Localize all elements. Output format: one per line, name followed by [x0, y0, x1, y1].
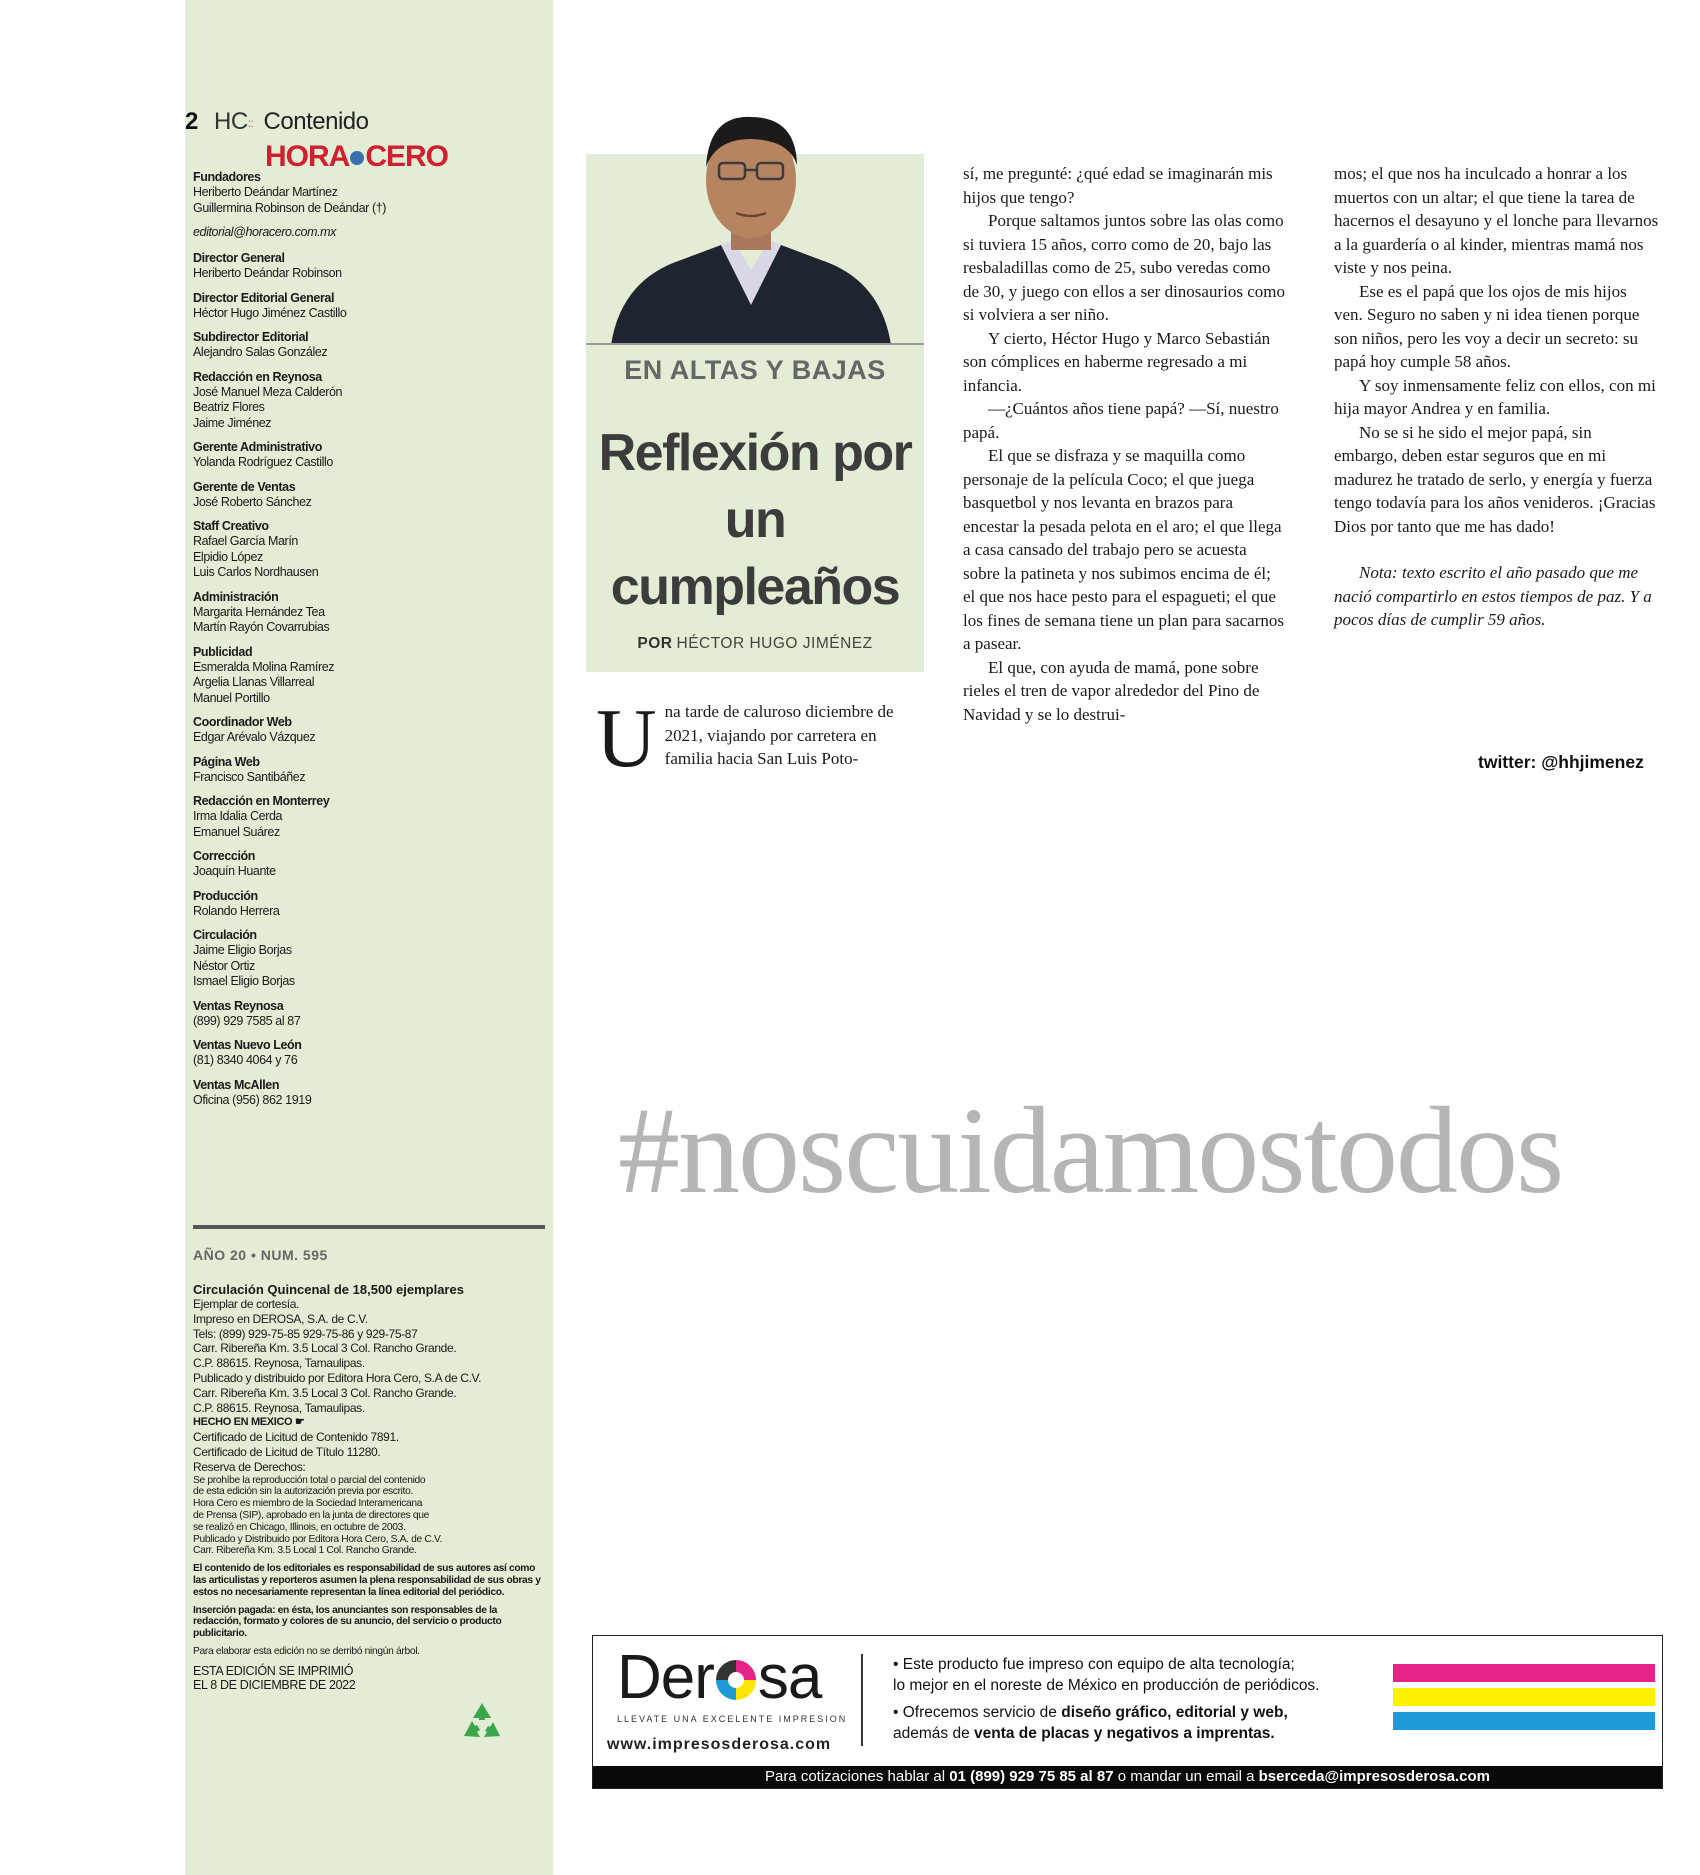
legal-text	[193, 1475, 545, 1558]
staff-name: José Manuel Meza Calderón	[193, 384, 343, 399]
staff-name: Jaime Eligio Borjas	[193, 943, 292, 957]
derosa-logo	[617, 1643, 822, 1712]
staff-name: Ismael Eligio Borjas	[193, 974, 295, 988]
ad-slogan: LLEVATE UNA EXCELENTE IMPRESION	[617, 1714, 848, 1724]
author-note: Nota: texto escrito el año pasado que me nació compartirlo en estos tiempos de paz. Y a pocos días de cumplir 59 años.	[1334, 563, 1652, 629]
staff-name: Emanuel Suárez	[193, 824, 280, 839]
staff-role: Administración	[193, 589, 279, 604]
print-date-line-1: ESTA EDICIÓN SE IMPRIMIÓ	[193, 1663, 354, 1678]
staff-name: Beatriz Flores	[193, 400, 265, 414]
legal-line: Publicado y Distribuido por Editora Hora Cero, S.A. de C.V.	[193, 1533, 443, 1545]
column-name: EN ALTAS Y BAJAS	[624, 355, 886, 385]
staff-role: Fundadores	[193, 170, 261, 184]
article-paragraph: El que, con ayuda de mamá, pone sobre rieles el tren de vapor alrededor del Pino de Navidad y se lo destrui-	[963, 657, 1260, 724]
ad-line-2a: • Ofrecemos servicio de	[893, 1704, 1062, 1721]
colophon-line: Impreso en DEROSA, S.A. de C.V.	[193, 1311, 368, 1326]
legal-line: Se prohíbe la reproducción total o parcial del contenido	[193, 1474, 426, 1486]
ad-footer	[593, 1766, 1662, 1788]
staff-group	[193, 1078, 543, 1109]
colophon-line: C.P. 88615. Reynosa, Tamaulipas.	[193, 1356, 365, 1371]
staff-group	[193, 291, 543, 322]
article-paragraph: —¿Cuántos años tiene papá? —Sí, nuestro papá.	[963, 399, 1279, 442]
staff-role: Redacción en Monterrey	[193, 794, 330, 808]
staff-group	[193, 440, 543, 471]
staff-role: Staff Creativo	[193, 519, 269, 533]
staff-role: Gerente Administrativo	[193, 440, 322, 454]
staff-role: Gerente de Ventas	[193, 479, 296, 494]
colophon-line: Publicado y distribuido por Editora Hora Cero, S.A de C.V.	[193, 1370, 482, 1385]
staff-name: Rolando Herrera	[193, 903, 280, 918]
hand-icon: ☛	[294, 1416, 305, 1429]
author-photo	[601, 95, 901, 345]
staff-group	[193, 755, 543, 786]
staff-group	[193, 330, 543, 361]
derosa-advertisement	[592, 1635, 1663, 1789]
staff-name: (81) 8340 4064 y 76	[193, 1053, 298, 1067]
twitter-handle: twitter: @hhjimenez	[1478, 752, 1644, 772]
staff-name: José Roberto Sánchez	[193, 494, 312, 509]
staff-group	[193, 170, 543, 216]
dots-icon: ::	[247, 115, 254, 130]
ad-line-1b: lo mejor en el noreste de México en producción de periódicos.	[893, 1677, 1320, 1694]
article-headline: Reflexión por un cumpleaños	[598, 424, 912, 616]
byline-label: POR	[637, 635, 673, 652]
certificates	[193, 1430, 545, 1474]
section-prefix: HC	[214, 108, 248, 135]
colophon-line: Carr. Ribereña Km. 3.5 Local 3 Col. Rancho Grande.	[193, 1341, 457, 1356]
article-column-3	[1334, 162, 1659, 632]
ad-footer-c: o mandar un email a	[1113, 1768, 1259, 1785]
staff-group	[193, 370, 543, 432]
legal-line: de Prensa (SIP), aprobado en la junta de directores que	[193, 1509, 430, 1521]
staff-group	[193, 645, 543, 707]
brand-left: Der	[617, 1643, 714, 1712]
issue-number: AÑO 20 • NUM. 595	[193, 1247, 328, 1263]
staff-group	[193, 715, 543, 746]
hecho-en-mexico	[193, 1415, 545, 1430]
drop-cap: U	[596, 692, 657, 785]
staff-role: Publicidad	[193, 644, 253, 659]
staff-role: Producción	[193, 888, 258, 903]
ad-line-1a: • Este producto fue impreso con equipo de alta tecnología;	[893, 1656, 1295, 1673]
recycle-icon	[460, 1700, 504, 1744]
staff-group	[193, 480, 543, 511]
staff-name: Esmeralda Molina Ramírez	[193, 659, 335, 674]
certificate-line: Certificado de Licitud de Contenido 7891.	[193, 1430, 399, 1445]
editorial-email[interactable]: editorial@horacero.com.mx	[193, 225, 337, 239]
staff-name: Elpidio López	[193, 549, 263, 564]
staff-role: Director Editorial General	[193, 290, 335, 305]
colophon-line: Tels: (899) 929-75-85 929-75-86 y 929-75-87	[193, 1326, 418, 1341]
staff-name: Guillermina Robinson de Deándar (†)	[193, 200, 387, 215]
article-paragraph: No se si he sido el mejor papá, sin embargo, deben estar seguros que en mi madurez he tratado de serlo, y energía y fuerza tengo todavía para los años venideros. ¡Gracias Dios por tanto que me has dado!	[1334, 422, 1656, 536]
staff-group	[193, 1038, 543, 1069]
article-paragraph: sí, me pregunté: ¿qué edad se imaginarán mis hijos que tengo?	[963, 164, 1273, 207]
lead-paragraph: na tarde de caluroso diciembre de 2021, viajando por carretera en familia hacia San Luis Poto-	[664, 702, 894, 768]
print-date	[193, 1664, 545, 1692]
brand-right: sa	[757, 1643, 822, 1712]
hecho-label: HECHO EN MEXICO	[193, 1416, 293, 1429]
staff-group	[193, 225, 543, 239]
hashtag-banner: #noscuidamostodos	[618, 1082, 1563, 1219]
staff-group	[193, 251, 543, 282]
staff-group	[193, 849, 543, 880]
staff-name: Heriberto Deándar Martínez	[193, 185, 338, 199]
globe-icon	[350, 151, 364, 165]
print-date-line-2: EL 8 DE DICIEMBRE DE 2022	[193, 1677, 356, 1692]
staff-group	[193, 590, 543, 636]
staff-name: Yolanda Rodríguez Castillo	[193, 455, 333, 469]
staff-role: Circulación	[193, 928, 257, 942]
staff-role: Subdirector Editorial	[193, 330, 309, 344]
certificate-line: Certificado de Licitud de Título 11280.	[193, 1444, 381, 1459]
logo-word-left: HORA	[265, 140, 350, 173]
colophon-line: C.P. 88615. Reynosa, Tamaulipas.	[193, 1400, 365, 1415]
staff-name: Margarita Hernández Tea	[193, 604, 325, 619]
colophon-line: Ejemplar de cortesía.	[193, 1297, 300, 1311]
staff-group	[193, 889, 543, 920]
hora-cero-logo	[265, 140, 448, 174]
ad-copy	[893, 1654, 1363, 1750]
staff-list	[193, 170, 543, 1117]
article-paragraph: Ese es el papá que los ojos de mis hijos ven. Seguro no saben y ni idea tienen porque son niños, pero les voy a decir un secreto: su papá hoy cumple 58 años.	[1334, 281, 1640, 371]
editorial-note: El contenido de los editoriales es responsabilidad de sus autores así como las articulistas y reporteros asumen la plena responsabilidad de sus obras y estos no necesariamente representan la línea editorial del periódico.	[193, 1563, 541, 1598]
colophon-line: Carr. Ribereña Km. 3.5 Local 3 Col. Rancho Grande.	[193, 1385, 457, 1400]
staff-name: Manuel Portillo	[193, 690, 270, 705]
article-lead	[596, 692, 916, 785]
staff-role: Director General	[193, 251, 285, 265]
article-paragraph: Porque saltamos juntos sobre las olas como si tuviera 15 años, corro como de 20, bajo las resbaladillas como de 25, subo veredas como de 30, y juego con ellos a ser dinosaurios como si volviera a ser niño.	[963, 211, 1285, 324]
ad-website: www.impresosderosa.com	[607, 1736, 832, 1753]
staff-role: Ventas Reynosa	[193, 998, 284, 1013]
ad-line-2c: además de	[893, 1725, 974, 1742]
logo-word-right: CERO	[365, 140, 449, 173]
staff-name: Oficina (956) 862 1919	[193, 1092, 312, 1107]
staff-role: Página Web	[193, 754, 260, 769]
staff-role: Ventas Nuevo León	[193, 1038, 302, 1052]
ad-line-1	[893, 1654, 1363, 1696]
staff-name: Luis Carlos Nordhausen	[193, 565, 319, 579]
article-paragraph: El que se disfraza y se maquilla como personaje de la película Coco; el que juega basquetbol y nos levanta en brazos para encestar la pesada pelota en el aro; el que llega a casa cansado del trabajo pero se acuesta sobre la patineta y nos subimos encima de él; el que nos hace pesto para el espagueti; el que los fines de semana tiene un plan para sacarnos a pasear.	[963, 446, 1284, 653]
staff-name: Jaime Jiménez	[193, 415, 272, 430]
cyan-bar	[1393, 1712, 1655, 1730]
paid-note: Inserción pagada: en ésta, los anunciantes son responsables de la redacción, formato y colores de su anuncio, del servicio o producto publicitario.	[193, 1604, 502, 1640]
column-3-body	[1334, 162, 1659, 538]
circulation: Circulación Quincenal de 18,500 ejemplares	[193, 1282, 464, 1297]
staff-name: Joaquín Huante	[193, 864, 276, 878]
staff-group	[193, 999, 543, 1030]
staff-group	[193, 519, 543, 581]
certificate-line: Reserva de Derechos:	[193, 1459, 306, 1474]
byline	[586, 635, 924, 653]
ad-line-2b: diseño gráfico, editorial y web,	[1061, 1704, 1288, 1721]
staff-name: Rafael García Marín	[193, 534, 298, 548]
staff-group	[193, 794, 543, 840]
staff-role: Ventas McAllen	[193, 1077, 280, 1092]
staff-name: Edgar Arévalo Vázquez	[193, 730, 316, 744]
masthead-sidebar	[185, 0, 553, 1875]
staff-name: Heriberto Deándar Robinson	[193, 266, 342, 280]
staff-name: Martín Rayón Covarrubias	[193, 620, 330, 634]
article-column-2	[963, 162, 1285, 726]
ad-footer-a: Para cotizaciones hablar al	[764, 1768, 950, 1785]
magenta-bar	[1393, 1664, 1655, 1682]
article-paragraph: Y cierto, Héctor Hugo y Marco Sebastián son cómplices en haberme regresado a mi infancia.	[963, 328, 1271, 395]
colophon	[193, 1282, 545, 1692]
column-header-rule	[586, 343, 924, 345]
colophon-lines	[193, 1297, 545, 1415]
ad-line-2	[893, 1702, 1363, 1744]
staff-role: Corrección	[193, 849, 255, 863]
staff-name: (899) 929 7585 al 87	[193, 1013, 301, 1028]
staff-role: Coordinador Web	[193, 715, 292, 729]
ad-footer-email: bserceda@impresosderosa.com	[1258, 1768, 1491, 1785]
article-paragraph: mos; el que nos ha inculcado a honrar a los muertos con un altar; el que tiene la tarea de hacernos el desayuno y el lonche para llevarnos a la guardería o al kinder, mientras mamá nos viste y nos peina.	[1334, 164, 1659, 277]
staff-group	[193, 928, 543, 990]
byline-author: HÉCTOR HUGO JIMÉNEZ	[676, 635, 873, 652]
staff-name: Francisco Santibáñez	[193, 769, 306, 784]
tree-note: Para elaborar esta edición no se derribó ningún árbol.	[193, 1645, 420, 1657]
legal-line: Hora Cero es miembro de la Sociedad Interamericana	[193, 1498, 423, 1510]
page-header	[185, 108, 368, 136]
staff-name: Irma Idalia Cerda	[193, 809, 283, 823]
legal-line: se realizó en Chicago, Illinois, en octubre de 2003.	[193, 1521, 406, 1533]
ad-footer-phone: 01 (899) 929 75 85 al 87	[949, 1768, 1114, 1785]
cmyk-circle-icon	[716, 1660, 756, 1700]
article-paragraph: Y soy inmensamente feliz con ellos, con mi hija mayor Andrea y en familia.	[1334, 375, 1656, 418]
staff-name: Alejandro Salas González	[193, 345, 328, 359]
section-name: Contenido	[263, 108, 369, 135]
staff-name: Néstor Ortiz	[193, 958, 255, 973]
legal-line: Carr. Ribereña Km. 3.5 Local 1 Col. Rancho Grande.	[193, 1545, 417, 1557]
ad-line-2d: venta de placas y negativos a imprentas.	[974, 1725, 1275, 1742]
ad-divider	[861, 1654, 863, 1746]
staff-role: Redacción en Reynosa	[193, 369, 322, 384]
divider	[193, 1225, 545, 1229]
page-number: 2	[185, 108, 198, 135]
legal-line: de esta edición sin la autorización previa por escrito.	[193, 1486, 413, 1498]
yellow-bar	[1393, 1688, 1655, 1706]
staff-name: Argelia Llanas Villarreal	[193, 675, 315, 689]
staff-name: Héctor Hugo Jiménez Castillo	[193, 305, 347, 320]
